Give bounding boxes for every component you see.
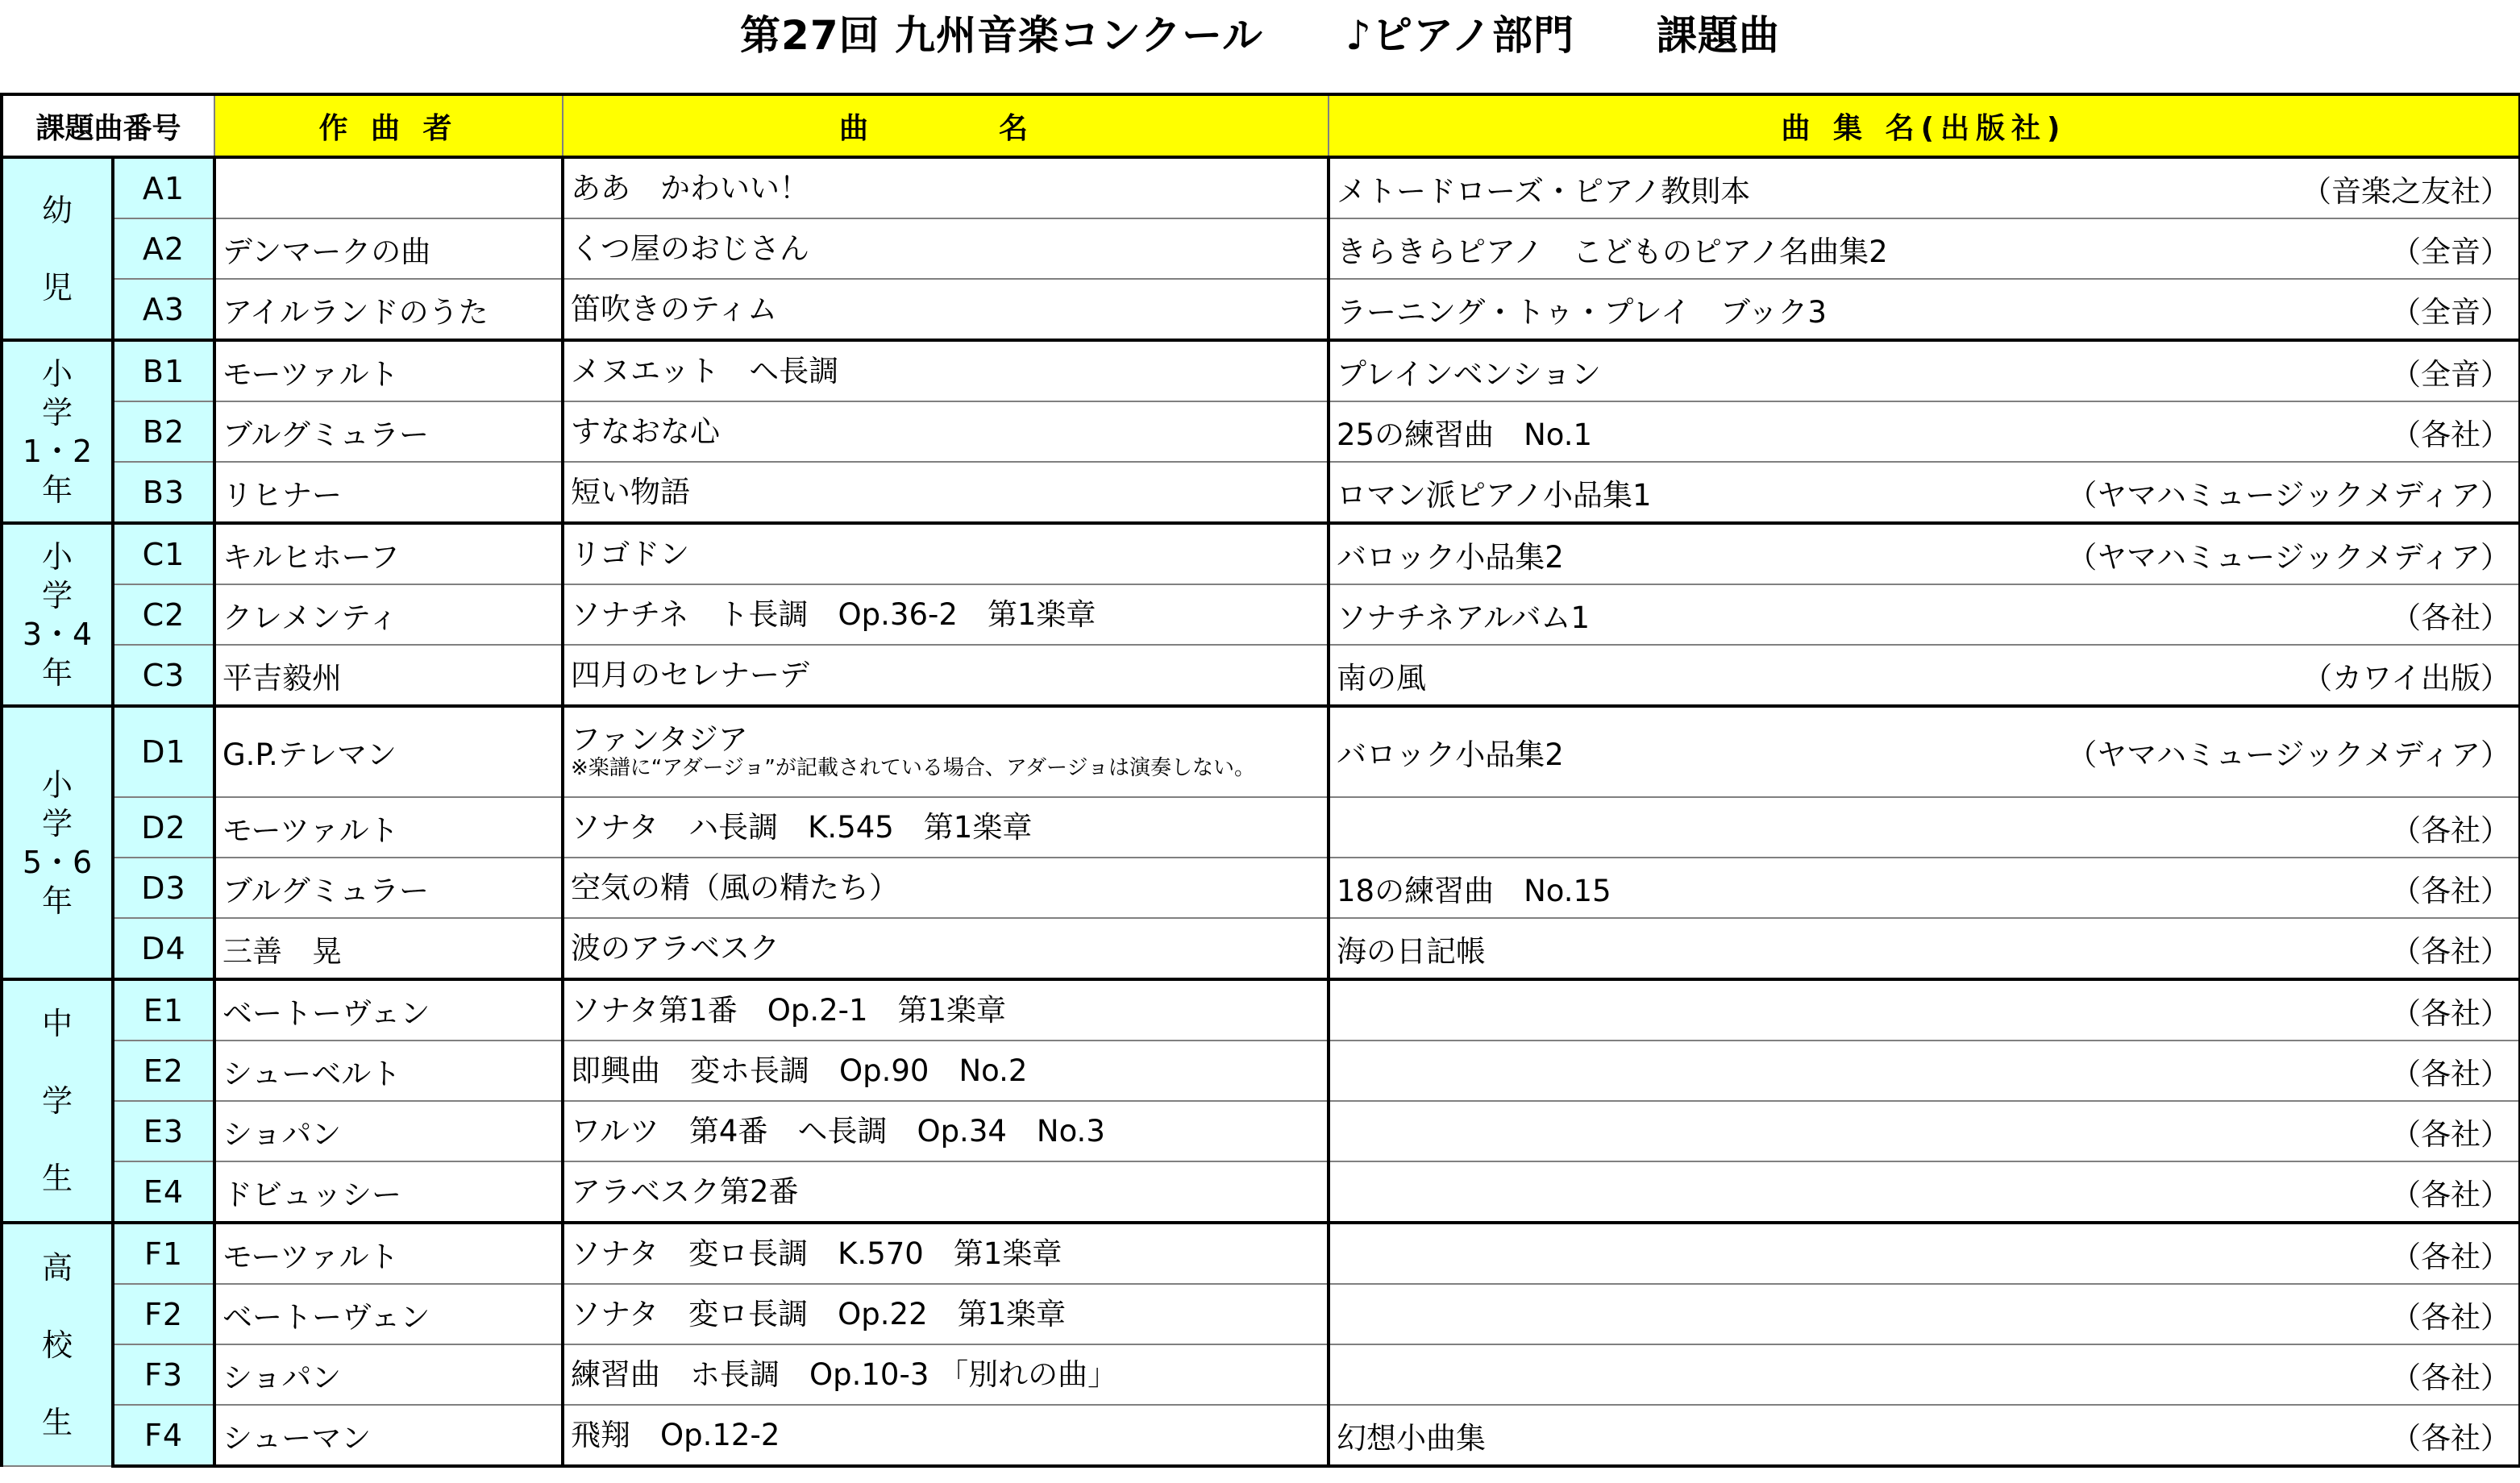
publisher-name: （各社） [2391, 1056, 2511, 1091]
piece-code: E2 [113, 1041, 214, 1101]
publisher-name: （各社） [2391, 1116, 2511, 1152]
piece-code: B1 [113, 340, 214, 401]
publisher-name: （各社） [2391, 873, 2511, 908]
piece-title: ワルツ 第4番 ヘ長調 Op.34 No.3 [571, 1113, 1105, 1149]
collection-cell [1329, 1344, 2520, 1405]
composer-name [214, 157, 563, 218]
collection-cell [1329, 706, 2520, 797]
grade-label-cell [2, 523, 113, 706]
composer-name: モーツァルト [214, 340, 563, 401]
publisher-name: （各社） [2391, 1360, 2511, 1395]
composer-name: ブルグミュラー [214, 401, 563, 462]
collection-name: 南の風 [1337, 660, 1427, 696]
piece-cell [563, 340, 1329, 401]
piece-code: F2 [113, 1284, 214, 1344]
composer-name: モーツァルト [214, 1223, 563, 1284]
composer-name: ドビュッシー [214, 1161, 563, 1223]
composer-name: 三善 晃 [214, 918, 563, 979]
publisher-name: （全音） [2391, 356, 2511, 392]
table-row [2, 462, 2520, 523]
table-row [2, 1223, 2520, 1284]
piece-code: D2 [113, 797, 214, 858]
table-row [2, 401, 2520, 462]
collection-cell [1329, 797, 2520, 858]
piece-cell [563, 218, 1329, 279]
piece-code: D1 [113, 706, 214, 797]
collection-name: メトードローズ・ピアノ教則本 [1337, 173, 1751, 209]
grade-label: 中 学 生 [41, 1006, 73, 1196]
piece-code: E3 [113, 1101, 214, 1161]
composer-name: ブルグミュラー [214, 858, 563, 918]
collection-name: 25の練習曲 No.1 [1337, 417, 1593, 452]
piece-title: ソナタ第1番 Op.2-1 第1楽章 [571, 992, 1007, 1028]
composer-name: クレメンティ [214, 584, 563, 645]
collection-cell [1329, 1161, 2520, 1223]
publisher-name: （各社） [2391, 1177, 2511, 1212]
piece-cell [563, 1344, 1329, 1405]
piece-title: ソナチネ ト長調 Op.36-2 第1楽章 [571, 596, 1096, 632]
collection-cell [1329, 1284, 2520, 1344]
publisher-name: （各社） [2391, 1239, 2511, 1274]
piece-cell [563, 462, 1329, 523]
table-row [2, 858, 2520, 918]
piece-title: 即興曲 変ホ長調 Op.90 No.2 [571, 1053, 1028, 1088]
piece-code: C1 [113, 523, 214, 584]
piece-cell [563, 918, 1329, 979]
grade-label-cell [2, 979, 113, 1223]
piece-table [0, 93, 2520, 1468]
collection-name: ラーニング・トゥ・プレイ ブック3 [1337, 294, 1827, 330]
collection-cell [1329, 918, 2520, 979]
composer-name: 平吉毅州 [214, 645, 563, 706]
publisher-name: （各社） [2391, 417, 2511, 452]
publisher-name: （各社） [2391, 600, 2511, 635]
grade-label-cell [2, 706, 113, 979]
collection-cell [1329, 462, 2520, 523]
collection-name: 18の練習曲 No.15 [1337, 873, 1611, 908]
piece-note: ※楽譜に“アダージョ”が記載されている場合、アダージョは演奏しない。 [571, 756, 1256, 780]
piece-title: 飛翔 Op.12-2 [571, 1417, 780, 1452]
collection-cell [1329, 523, 2520, 584]
piece-title: 笛吹きのティム [571, 291, 778, 326]
collection-cell [1329, 1101, 2520, 1161]
piece-title: アラベスク第2番 [571, 1174, 799, 1209]
collection-cell [1329, 1223, 2520, 1284]
piece-title: 空気の精（風の精たち） [571, 870, 900, 905]
header-row [2, 94, 2520, 157]
piece-code: F4 [113, 1405, 214, 1466]
piece-cell [563, 1101, 1329, 1161]
piece-title: すなおな心 [571, 413, 721, 449]
collection-cell [1329, 218, 2520, 279]
piece-cell [563, 1284, 1329, 1344]
header-number: 課題曲番号 [2, 94, 214, 157]
grade-label: 幼 児 [41, 192, 73, 305]
publisher-name: （カワイ出版） [2302, 660, 2511, 696]
composer-name: ベートーヴェン [214, 1284, 563, 1344]
collection-cell [1329, 979, 2520, 1041]
table-row [2, 157, 2520, 218]
piece-cell [563, 979, 1329, 1041]
collection-cell [1329, 279, 2520, 340]
table-row [2, 979, 2520, 1041]
publisher-name: （各社） [2391, 933, 2511, 969]
table-row [2, 1405, 2520, 1466]
publisher-name: （音楽之友社） [2302, 173, 2511, 209]
table-row [2, 1161, 2520, 1223]
grade-label-cell [2, 340, 113, 523]
table-row [2, 1344, 2520, 1405]
composer-name: G.P.テレマン [214, 706, 563, 797]
piece-code: B3 [113, 462, 214, 523]
piece-cell [563, 706, 1329, 797]
table-row [2, 340, 2520, 401]
piece-code: E1 [113, 979, 214, 1041]
publisher-name: （全音） [2391, 234, 2511, 269]
composer-name: キルヒホーフ [214, 523, 563, 584]
table-row [2, 1284, 2520, 1344]
publisher-name: （全音） [2391, 294, 2511, 330]
grade-label: 小 学 1・2 年 [22, 355, 93, 508]
piece-code: A2 [113, 218, 214, 279]
piece-title: ファンタジア [571, 722, 748, 757]
piece-code: A3 [113, 279, 214, 340]
collection-name: ソナチネアルバム1 [1337, 600, 1591, 635]
publisher-name: （各社） [2391, 1299, 2511, 1335]
table-row [2, 918, 2520, 979]
collection-cell [1329, 645, 2520, 706]
piece-cell [563, 1405, 1329, 1466]
header-piece: 曲 名 [563, 94, 1329, 157]
piece-title: メヌエット ヘ長調 [571, 353, 839, 388]
page-title: 第27回 九州音楽コンクール ♪ピアノ部門 課題曲 [740, 12, 1780, 59]
piece-cell [563, 1041, 1329, 1101]
composer-name: モーツァルト [214, 797, 563, 858]
piece-code: B2 [113, 401, 214, 462]
collection-name: プレインベンション [1337, 356, 1602, 392]
collection-name: 海の日記帳 [1337, 933, 1487, 969]
piece-title: くつ屋のおじさん [571, 231, 810, 266]
table-row [2, 706, 2520, 797]
composer-name: ベートーヴェン [214, 979, 563, 1041]
header-collection: 曲 集 名(出版社) [1329, 94, 2520, 157]
composer-name: ショパン [214, 1344, 563, 1405]
publisher-name: （各社） [2391, 995, 2511, 1031]
collection-name: ロマン派ピアノ小品集1 [1337, 477, 1652, 513]
piece-code: C2 [113, 584, 214, 645]
grade-label-cell [2, 1223, 113, 1466]
table-row [2, 584, 2520, 645]
piece-title: ソナタ 変ロ長調 Op.22 第1楽章 [571, 1296, 1067, 1331]
collection-name: きらきらピアノ こどものピアノ名曲集2 [1337, 234, 1888, 269]
grade-label: 小 学 3・4 年 [22, 538, 93, 691]
piece-code: F3 [113, 1344, 214, 1405]
piece-title: ああ かわいい！ [571, 170, 810, 206]
publisher-name: （ヤマハミュージックメディア） [2067, 737, 2511, 772]
grade-label: 高 校 生 [41, 1249, 73, 1440]
piece-title: ソナタ ハ長調 K.545 第1楽章 [571, 809, 1033, 845]
piece-cell [563, 279, 1329, 340]
composer-name: アイルランドのうた [214, 279, 563, 340]
publisher-name: （ヤマハミュージックメディア） [2067, 477, 2511, 513]
composer-name: デンマークの曲 [214, 218, 563, 279]
collection-cell [1329, 858, 2520, 918]
collection-cell [1329, 584, 2520, 645]
table-row [2, 1041, 2520, 1101]
piece-title: 四月のセレナーデ [571, 657, 810, 692]
piece-cell [563, 584, 1329, 645]
collection-cell [1329, 1405, 2520, 1466]
piece-code: E4 [113, 1161, 214, 1223]
piece-code: F1 [113, 1223, 214, 1284]
publisher-name: （各社） [2391, 1420, 2511, 1456]
piece-code: D3 [113, 858, 214, 918]
publisher-name: （ヤマハミュージックメディア） [2067, 539, 2511, 575]
table-row [2, 523, 2520, 584]
table-row [2, 797, 2520, 858]
composer-name: シューマン [214, 1405, 563, 1466]
table-row [2, 218, 2520, 279]
header-composer: 作 曲 者 [214, 94, 563, 157]
piece-title: 練習曲 ホ長調 Op.10-3 「別れの曲」 [571, 1356, 1118, 1392]
piece-cell [563, 858, 1329, 918]
piece-cell [563, 797, 1329, 858]
composer-name: ショパン [214, 1101, 563, 1161]
table-body [2, 157, 2520, 1466]
piece-cell [563, 523, 1329, 584]
collection-cell [1329, 1041, 2520, 1101]
grade-label: 小 学 5・6 年 [22, 766, 93, 919]
collection-cell [1329, 157, 2520, 218]
collection-cell [1329, 340, 2520, 401]
piece-code: C3 [113, 645, 214, 706]
piece-title: リゴドン [571, 536, 690, 571]
collection-name: 幻想小曲集 [1337, 1420, 1487, 1456]
publisher-name: （各社） [2391, 812, 2511, 848]
piece-cell [563, 401, 1329, 462]
table-row [2, 645, 2520, 706]
piece-cell [563, 157, 1329, 218]
piece-title: ソナタ 変ロ長調 K.570 第1楽章 [571, 1236, 1062, 1271]
collection-cell [1329, 401, 2520, 462]
collection-name: バロック小品集2 [1337, 539, 1564, 575]
piece-code: A1 [113, 157, 214, 218]
piece-cell [563, 1161, 1329, 1223]
collection-name: バロック小品集2 [1337, 737, 1564, 772]
piece-cell [563, 1223, 1329, 1284]
piece-cell [563, 645, 1329, 706]
composer-name: リヒナー [214, 462, 563, 523]
composer-name: シューベルト [214, 1041, 563, 1101]
piece-code: D4 [113, 918, 214, 979]
piece-title: 波のアラベスク [571, 930, 780, 966]
piece-title: 短い物語 [571, 474, 691, 509]
table-row [2, 1101, 2520, 1161]
table-row [2, 279, 2520, 340]
grade-label-cell [2, 157, 113, 340]
